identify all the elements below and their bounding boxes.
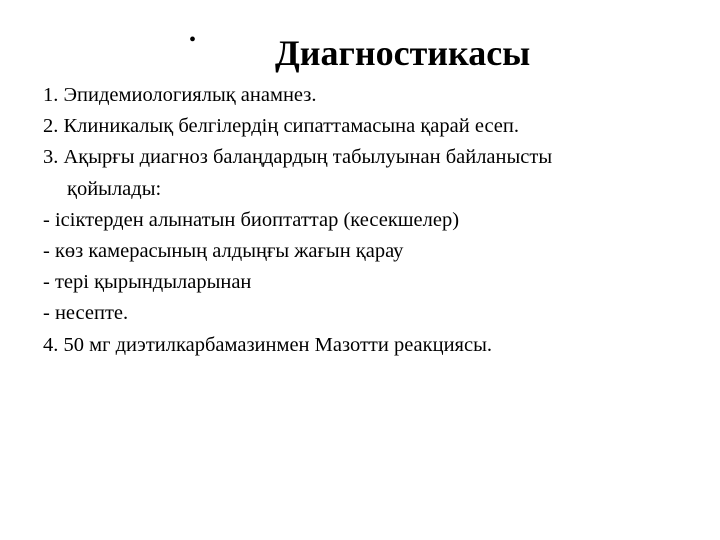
list-item: 3. Ақырғы диагноз балаңдардың табылуынан байланысты xyxy=(43,146,553,169)
list-item: - несепте. xyxy=(43,302,129,325)
list-item: - ісіктерден алынатын биоптаттар (кесекшелер) xyxy=(43,208,460,231)
list-item: 4. 50 мг диэтилкарбамазинмен Мазотти реакциясы. xyxy=(43,333,492,356)
list-item: 2. Клиникалық белгілердің сипаттамасына қарай есеп. xyxy=(43,115,519,138)
slide-body xyxy=(43,80,703,361)
list-item: - тері қырындыларынан xyxy=(43,271,252,294)
slide-title: Диагностикасы xyxy=(275,33,531,73)
list-item: 1. Эпидемиологиялық анамнез. xyxy=(43,84,317,106)
list-item-continuation: қойылады: xyxy=(67,177,162,200)
title-bullet: • xyxy=(189,29,197,51)
list-item: - көз камерасының алдыңғы жағын қарау xyxy=(43,240,404,263)
